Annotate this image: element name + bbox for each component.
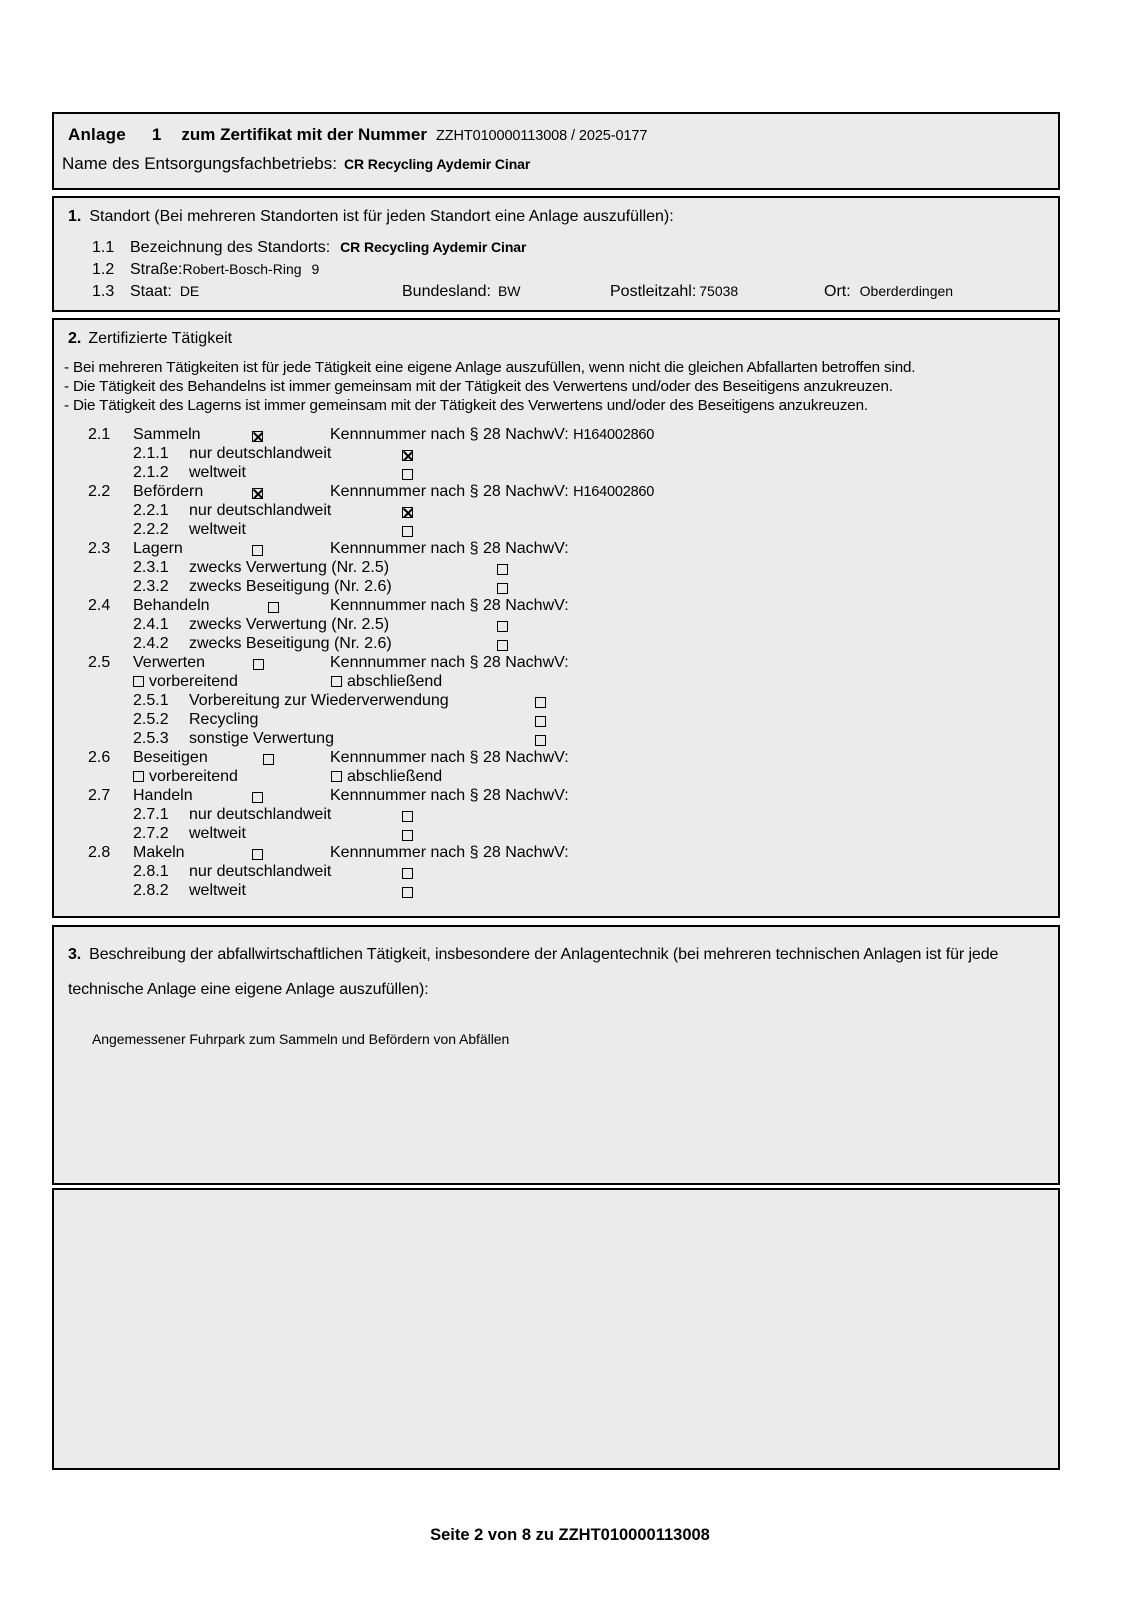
kennnummer-label: Kennnummer nach § 28 NachwV:: [330, 597, 569, 614]
checkbox-2-1[interactable]: [252, 428, 263, 446]
checkbox-2-5-2[interactable]: [535, 713, 546, 731]
activity-number-2-5: 2.5: [88, 654, 111, 671]
header-line-name: [62, 154, 530, 174]
bezeichnung-label: Bezeichnung des Standorts:: [130, 239, 331, 256]
activity-label-2-5-2: Recycling: [189, 711, 259, 728]
note-line-3: - Die Tätigkeit des Lagerns ist immer gemeinsam mit der Tätigkeit des Verwertens und/oder des Beseitigens anzukreuzen.: [64, 397, 868, 414]
checkbox-2-8-2[interactable]: [402, 884, 413, 902]
activity-label-verwerten: Verwerten: [133, 654, 206, 671]
bezeichnung-value: CR Recycling Aydemir Cinar: [340, 239, 527, 255]
row-index-1-1: 1.1: [92, 239, 115, 256]
staat-label: Staat:: [130, 283, 172, 300]
section-2-taetigkeit: [52, 318, 1060, 918]
checkbox-2-5-abschliessend[interactable]: [331, 676, 342, 687]
activity-label-2-8-2: weltweit: [189, 882, 246, 899]
checkbox-2-4-1[interactable]: [497, 618, 508, 636]
section-3-number: 3.: [68, 946, 82, 963]
activity-row-2-7-1: [54, 806, 1058, 825]
checkbox-2-1-1[interactable]: [402, 447, 413, 465]
checkbox-2-6-abschliessend[interactable]: [331, 771, 342, 782]
plz-value: 75038: [699, 283, 739, 299]
activity-row-2-3: [54, 540, 1058, 559]
activity-label-2-3-1: zwecks Verwertung (Nr. 2.5): [189, 559, 390, 576]
activity-number-2-7: 2.7: [88, 787, 111, 804]
staat-value: DE: [179, 283, 200, 299]
kennnummer-2-4: [330, 597, 569, 615]
strasse-label: Straße:: [130, 261, 183, 278]
zum-zertifikat-label: zum Zertifikat mit der Nummer: [181, 125, 427, 144]
activity-label-handeln: Handeln: [133, 787, 193, 804]
activity-number-2-1-2: 2.1.2: [133, 464, 169, 481]
bundesland-group: [402, 283, 521, 301]
activity-label-befoerdern: Befördern: [133, 483, 204, 500]
checkbox-2-7[interactable]: [252, 789, 263, 807]
section-3-beschreibung: [52, 925, 1060, 1185]
kennnummer-label: Kennnummer nach § 28 NachwV:: [330, 787, 569, 804]
header-box: [52, 112, 1060, 190]
activity-label-2-4-2: zwecks Beseitigung (Nr. 2.6): [189, 635, 392, 652]
checkbox-2-2-2[interactable]: [402, 523, 413, 541]
checkbox-2-7-1[interactable]: [402, 808, 413, 826]
activity-number-2-8: 2.8: [88, 844, 111, 861]
checkbox-2-6[interactable]: [263, 751, 274, 769]
activity-number-2-4-1: 2.4.1: [133, 616, 169, 633]
activity-number-2-1: 2.1: [88, 426, 111, 443]
activity-row-2-8: [54, 844, 1058, 863]
checkbox-2-8[interactable]: [252, 846, 263, 864]
checkbox-2-5-3[interactable]: [535, 732, 546, 750]
activity-row-2-7: [54, 787, 1058, 806]
anlage-label: Anlage: [68, 125, 126, 144]
activity-number-2-5-3: 2.5.3: [133, 730, 169, 747]
activity-row-2-5-2: [54, 711, 1058, 730]
activity-number-2-8-2: 2.8.2: [133, 882, 169, 899]
label-2-6-abschliessend: abschließend: [347, 768, 443, 785]
activity-number-2-4-2: 2.4.2: [133, 635, 169, 652]
activity-number-2-5-2: 2.5.2: [133, 711, 169, 728]
kennnummer-label: Kennnummer nach § 28 NachwV:: [330, 749, 569, 766]
activity-row-2-4: [54, 597, 1058, 616]
kennnummer-2-3: [330, 540, 569, 558]
activity-label-beseitigen: Beseitigen: [133, 749, 208, 766]
section-1-title: [68, 208, 674, 226]
label-2-5-abschliessend: abschließend: [347, 673, 443, 690]
plz-group: [610, 283, 738, 301]
activity-row-2-5-vorbereitend-abschliessend: [54, 673, 1058, 692]
kennnummer-label: Kennnummer nach § 28 NachwV:: [330, 483, 569, 500]
activity-row-2-6-vorbereitend-abschliessend: [54, 768, 1058, 787]
activity-row-2-2-2: [54, 521, 1058, 540]
checkbox-2-5-1[interactable]: [535, 694, 546, 712]
abschliessend-group-2-6[interactable]: [331, 768, 442, 786]
ort-value: Oberderdingen: [859, 283, 954, 299]
activity-label-2-5-3: sonstige Verwertung: [189, 730, 334, 747]
checkbox-2-3[interactable]: [252, 542, 263, 560]
activity-row-2-3-1: [54, 559, 1058, 578]
vorbereitend-group-2-5[interactable]: [133, 673, 238, 691]
ort-group: [824, 283, 953, 301]
kennnummer-2-5: [330, 654, 569, 672]
activity-row-2-8-2: [54, 882, 1058, 901]
kennnummer-label: Kennnummer nach § 28 NachwV:: [330, 426, 569, 443]
strasse-value: Robert-Bosch-Ring: [182, 261, 302, 277]
section-2-number: 2.: [68, 330, 82, 347]
activity-number-2-5-1: 2.5.1: [133, 692, 169, 709]
activity-row-2-5-1: [54, 692, 1058, 711]
activity-number-2-2: 2.2: [88, 483, 111, 500]
section-3-title-text: Beschreibung der abfallwirtschaftlichen Tätigkeit, insbesondere der Anlagentechnik (bei mehreren technischen Anlagen ist für jede technische Anlage eine eigene Anlage auszufüllen):: [68, 946, 999, 998]
activity-label-2-2-2: weltweit: [189, 521, 246, 538]
section-3-body-text: Angemessener Fuhrpark zum Sammeln und Befördern von Abfällen: [92, 1031, 510, 1047]
kennnummer-2-1: [330, 426, 654, 444]
kennnummer-value-2-2: H164002860: [573, 484, 655, 500]
standort-staat-row: [92, 283, 954, 301]
activity-label-2-5-1: Vorbereitung zur Wiederverwendung: [189, 692, 449, 709]
anlage-number: 1: [151, 125, 162, 144]
row-index-1-3: 1.3: [92, 283, 115, 300]
kennnummer-label: Kennnummer nach § 28 NachwV:: [330, 654, 569, 671]
row-index-1-2: 1.2: [92, 261, 115, 278]
section-2-title: [68, 330, 232, 348]
activity-number-2-8-1: 2.8.1: [133, 863, 169, 880]
checkbox-2-4-2[interactable]: [497, 637, 508, 655]
activity-row-2-7-2: [54, 825, 1058, 844]
activity-label-behandeln: Behandeln: [133, 597, 210, 614]
checkbox-2-8-1[interactable]: [402, 865, 413, 883]
kennnummer-label: Kennnummer nach § 28 NachwV:: [330, 540, 569, 557]
betrieb-name-label: Name des Entsorgungsfachbetriebs:: [62, 154, 337, 173]
activity-label-makeln: Makeln: [133, 844, 185, 861]
label-2-6-vorbereitend: vorbereitend: [149, 768, 238, 785]
activity-label-2-7-2: weltweit: [189, 825, 246, 842]
activity-label-2-2-1: nur deutschlandweit: [189, 502, 332, 519]
activity-label-2-1-1: nur deutschlandweit: [189, 445, 332, 462]
activity-number-2-3-2: 2.3.2: [133, 578, 169, 595]
activity-number-2-2-1: 2.2.1: [133, 502, 169, 519]
vorbereitend-group-2-6[interactable]: [133, 768, 238, 786]
activity-label-2-7-1: nur deutschlandweit: [189, 806, 332, 823]
page-footer: Seite 2 von 8 zu ZZHT010000113008: [430, 1526, 710, 1544]
plz-label: Postleitzahl:: [610, 283, 697, 300]
checkbox-2-1-2[interactable]: [402, 466, 413, 484]
section-1-number: 1.: [68, 208, 82, 225]
activity-number-2-7-1: 2.7.1: [133, 806, 169, 823]
ort-label: Ort:: [824, 283, 851, 300]
checkbox-2-4[interactable]: [268, 599, 279, 617]
activity-row-2-1: [54, 426, 1058, 445]
activity-number-2-3: 2.3: [88, 540, 111, 557]
kennnummer-2-6: [330, 749, 569, 767]
standort-strasse-row: [92, 261, 319, 279]
checkbox-2-7-2[interactable]: [402, 827, 413, 845]
activity-number-2-2-2: 2.2.2: [133, 521, 169, 538]
activity-label-2-1-2: weltweit: [189, 464, 246, 481]
kennnummer-2-7: [330, 787, 569, 805]
activity-list: [54, 426, 1058, 901]
checkbox-2-3-2[interactable]: [497, 580, 508, 598]
kennnummer-2-8: [330, 844, 569, 862]
note-line-2: - Die Tätigkeit des Behandelns ist immer gemeinsam mit der Tätigkeit des Verwertens und/oder des Beseitigens anzukreuzen.: [64, 378, 893, 395]
hausnummer-value: 9: [311, 261, 320, 277]
label-2-5-vorbereitend: vorbereitend: [149, 673, 238, 690]
activity-row-2-3-2: [54, 578, 1058, 597]
bundesland-label: Bundesland:: [402, 283, 491, 300]
activity-number-2-1-1: 2.1.1: [133, 445, 169, 462]
checkbox-2-2[interactable]: [252, 485, 263, 503]
section-2-notes: [64, 358, 915, 415]
betrieb-name-value: CR Recycling Aydemir Cinar: [344, 156, 531, 172]
activity-row-2-5-3: [54, 730, 1058, 749]
activity-label-2-3-2: zwecks Beseitigung (Nr. 2.6): [189, 578, 392, 595]
empty-continuation-box: [52, 1188, 1060, 1470]
activity-label-2-4-1: zwecks Verwertung (Nr. 2.5): [189, 616, 390, 633]
section-1-title-text: Standort (Bei mehreren Standorten ist für jeden Standort eine Anlage auszufüllen):: [89, 208, 674, 225]
activity-row-2-1-2: [54, 464, 1058, 483]
activity-row-2-4-1: [54, 616, 1058, 635]
abschliessend-group-2-5[interactable]: [331, 673, 442, 691]
certificate-number: ZZHT010000113008 / 2025-0177: [435, 128, 648, 144]
standort-bezeichnung-row: [92, 239, 526, 257]
checkbox-2-2-1[interactable]: [402, 504, 413, 522]
activity-number-2-4: 2.4: [88, 597, 111, 614]
activity-row-2-2: [54, 483, 1058, 502]
activity-label-2-8-1: nur deutschlandweit: [189, 863, 332, 880]
activity-label-lagern: Lagern: [133, 540, 183, 557]
activity-row-2-8-1: [54, 863, 1058, 882]
activity-row-2-2-1: [54, 502, 1058, 521]
checkbox-2-6-vorbereitend[interactable]: [133, 771, 144, 782]
activity-number-2-6: 2.6: [88, 749, 111, 766]
section-3-title: [68, 937, 1050, 1007]
note-line-1: - Bei mehreren Tätigkeiten ist für jede Tätigkeit eine eigene Anlage auszufüllen, wenn nicht die gleichen Abfallarten betroffen sind.: [64, 359, 916, 376]
section-2-title-text: Zertifizierte Tätigkeit: [88, 330, 233, 347]
activity-number-2-3-1: 2.3.1: [133, 559, 169, 576]
kennnummer-value-2-1: H164002860: [573, 427, 655, 443]
activity-label-sammeln: Sammeln: [133, 426, 201, 443]
activity-row-2-5: [54, 654, 1058, 673]
section-1-standort: [52, 196, 1060, 312]
checkbox-2-5-vorbereitend[interactable]: [133, 676, 144, 687]
activity-row-2-1-1: [54, 445, 1058, 464]
checkbox-2-3-1[interactable]: [497, 561, 508, 579]
header-line-certificate: [68, 125, 647, 145]
activity-number-2-7-2: 2.7.2: [133, 825, 169, 842]
checkbox-2-5[interactable]: [253, 656, 264, 674]
bundesland-value: BW: [497, 283, 521, 299]
kennnummer-2-2: [330, 483, 654, 501]
activity-row-2-4-2: [54, 635, 1058, 654]
activity-row-2-6: [54, 749, 1058, 768]
kennnummer-label: Kennnummer nach § 28 NachwV:: [330, 844, 569, 861]
